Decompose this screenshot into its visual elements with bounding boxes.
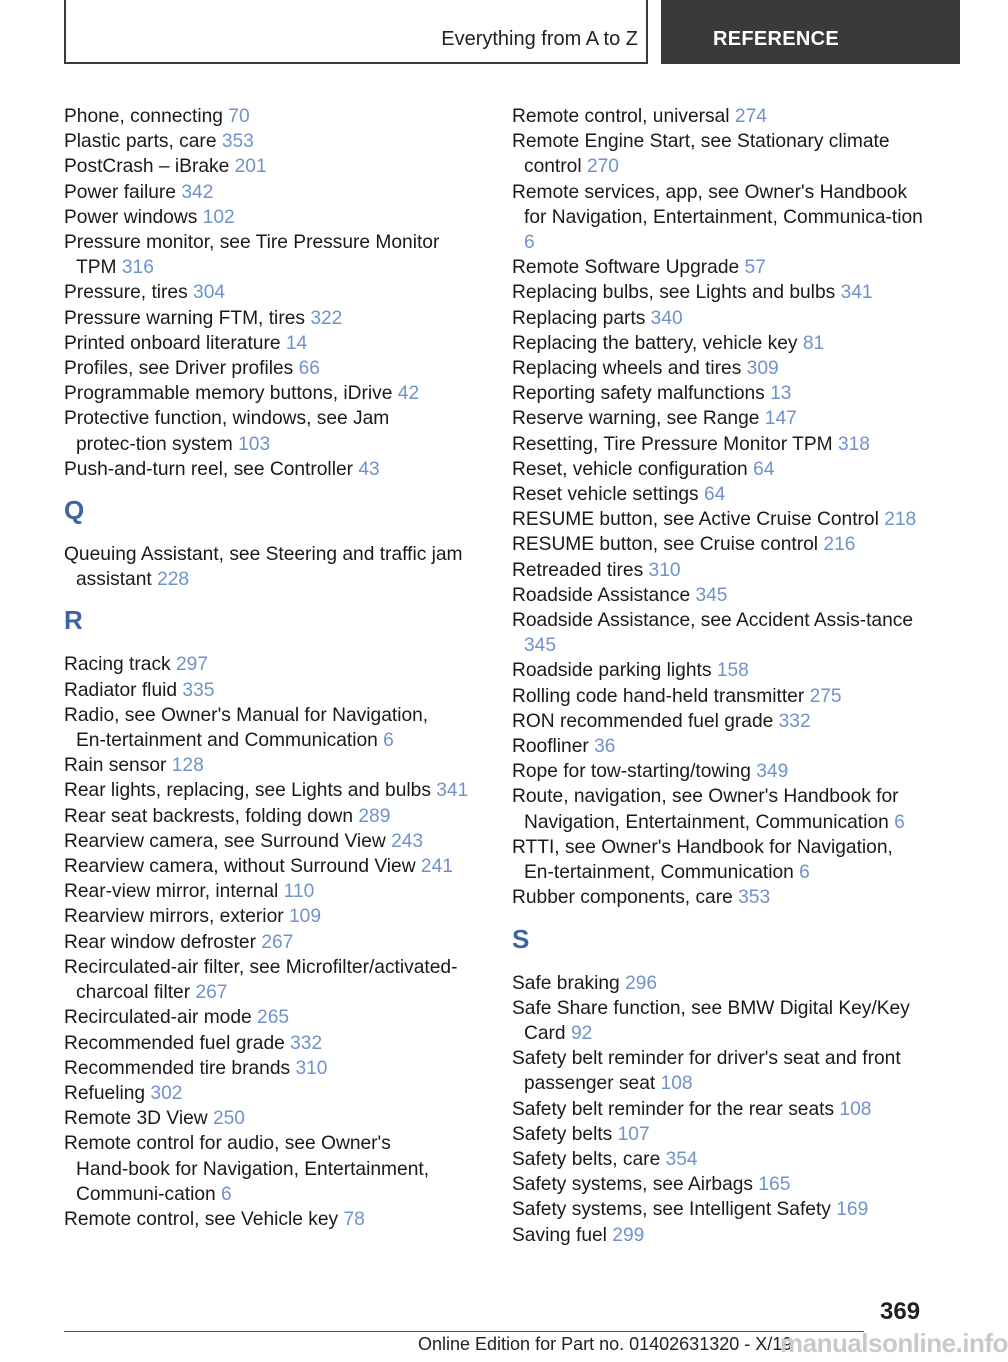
index-entry-text: Replacing the battery, vehicle key — [512, 332, 798, 354]
index-page-link[interactable]: 250 — [212, 1108, 245, 1130]
index-entry — [64, 1131, 474, 1207]
index-entry-text: Power failure — [64, 181, 176, 203]
index-entry-text: Radiator fluid — [64, 679, 178, 701]
index-page-link[interactable]: 299 — [612, 1224, 645, 1246]
index-entry — [64, 457, 474, 482]
index-section-letter: Q — [64, 495, 85, 526]
index-entry-text: Radio, see Owner's Manual for Navigation, En‑tertainment and Communication — [64, 704, 429, 752]
index-page-link[interactable]: 302 — [150, 1082, 183, 1104]
index-page-link[interactable]: 201 — [234, 156, 267, 178]
index-entry — [512, 709, 932, 734]
index-entry-text: Safe Share function, see BMW Digital Key/Key Card — [512, 997, 910, 1044]
index-entry-text: Retreaded tires — [512, 559, 644, 581]
index-entry-text: Pressure, tires — [64, 282, 188, 304]
index-entry-text: Remote Software Upgrade — [512, 257, 740, 279]
index-page-link[interactable]: 297 — [175, 654, 208, 676]
index-page-link[interactable]: 267 — [195, 982, 228, 1004]
index-entry-text: Remote control, see Vehicle key — [64, 1208, 339, 1230]
index-entry — [512, 1223, 932, 1248]
index-entry-text: Rubber components, care — [512, 887, 733, 909]
index-entry — [64, 1106, 474, 1131]
footer-divider — [64, 1331, 864, 1332]
index-page-link[interactable]: 6 — [221, 1183, 232, 1205]
index-page-link[interactable]: 296 — [625, 972, 658, 994]
index-entry — [512, 1147, 932, 1172]
index-page-link[interactable]: 216 — [823, 534, 856, 556]
index-entry-text: Safety systems, see Intelligent Safety — [512, 1199, 831, 1221]
index-page-link[interactable]: 6 — [524, 232, 535, 254]
index-page-link[interactable]: 64 — [703, 484, 726, 506]
index-entry-text: Roofliner — [512, 736, 589, 758]
index-entry — [64, 879, 474, 904]
index-entry — [64, 829, 474, 854]
index-page-link[interactable]: 353 — [738, 887, 771, 909]
index-page-link[interactable]: 6 — [799, 862, 810, 884]
index-entry — [64, 678, 474, 703]
index-entry — [64, 205, 474, 230]
index-page-link[interactable]: 128 — [171, 755, 204, 777]
index-entry — [64, 1081, 474, 1106]
index-entry-text: Route, navigation, see Owner's Handbook for Navigation, Entertainment, Communication — [512, 786, 899, 833]
index-entry-text: RTTI, see Owner's Handbook for Navigation, En‑tertainment, Communication — [512, 836, 893, 884]
index-entry-text: RON recommended fuel grade — [512, 710, 774, 732]
index-entry-text: Safety belts, care — [512, 1148, 661, 1170]
index-entry — [512, 180, 932, 256]
index-entry — [512, 280, 932, 305]
index-page-link[interactable]: 70 — [228, 106, 250, 127]
index-entry — [512, 457, 932, 482]
index-entry — [512, 608, 932, 658]
index-page-link[interactable]: 6 — [383, 730, 394, 752]
index-page-link[interactable]: 92 — [570, 1022, 593, 1044]
index-entry — [512, 381, 932, 406]
index-page-link[interactable]: 310 — [295, 1057, 328, 1079]
index-entry — [512, 885, 932, 910]
index-page-link[interactable]: 107 — [617, 1123, 650, 1145]
index-entry-text: Pressure monitor, see Tire Pressure Monitor TPM — [64, 232, 440, 279]
index-entry-text: RESUME button, see Cruise control — [512, 534, 819, 556]
index-page-link[interactable]: 335 — [182, 679, 215, 701]
index-entry — [512, 759, 932, 784]
index-entry — [64, 180, 474, 205]
index-entry — [512, 684, 932, 709]
index-entry — [64, 930, 474, 955]
index-entry-text: Pressure warning FTM, tires — [64, 307, 305, 329]
index-entry — [64, 804, 474, 829]
index-page-link[interactable]: 354 — [665, 1148, 698, 1170]
index-entry-text: Power windows — [64, 206, 198, 228]
index-column-left — [64, 104, 474, 1232]
index-entry — [64, 854, 474, 879]
index-page-link[interactable]: 108 — [839, 1098, 872, 1120]
index-entry — [512, 432, 932, 457]
index-entry-text: Replacing bulbs, see Lights and bulbs — [512, 282, 836, 304]
index-entry — [512, 104, 932, 129]
index-entry-text: Plastic parts, care — [64, 131, 217, 153]
index-entry — [64, 331, 474, 356]
index-page-link[interactable]: 43 — [358, 458, 380, 480]
index-entry — [64, 230, 474, 280]
index-entry — [64, 703, 474, 753]
index-page-link[interactable]: 6 — [894, 811, 905, 833]
index-page-link[interactable]: 110 — [283, 881, 315, 903]
index-entry-text: Recirculated-air mode — [64, 1007, 252, 1029]
index-page-link[interactable]: 108 — [660, 1073, 693, 1095]
index-page-link[interactable]: 289 — [358, 805, 391, 827]
index-entry — [64, 406, 474, 456]
index-page-link[interactable]: 341 — [436, 780, 469, 802]
index-page-link[interactable]: 36 — [594, 736, 616, 758]
index-page-link[interactable]: 322 — [310, 307, 343, 329]
index-page-link[interactable]: 309 — [746, 358, 779, 380]
index-entry-text: Replacing wheels and tires — [512, 358, 742, 380]
index-entry-text: Roadside Assistance, see Accident Assis‑tance — [512, 610, 914, 632]
index-entry — [512, 507, 932, 532]
index-entry — [64, 1207, 474, 1232]
index-page-link[interactable]: 81 — [802, 332, 825, 354]
index-entry — [512, 532, 932, 557]
index-entry-text: Protective function, windows, see Jam protec‑tion system — [64, 408, 390, 455]
index-page-link[interactable]: 349 — [756, 761, 789, 783]
index-entry-text: Saving fuel — [512, 1224, 607, 1246]
index-page-link[interactable]: 165 — [758, 1174, 791, 1196]
index-entry — [64, 129, 474, 154]
index-entry — [512, 658, 932, 683]
index-entry — [512, 406, 932, 431]
index-entry-text: Printed onboard literature — [64, 332, 281, 354]
index-page-link[interactable]: 332 — [778, 710, 811, 732]
index-entry — [64, 1031, 474, 1056]
index-entry-text: Recommended tire brands — [64, 1057, 291, 1079]
index-section-letter: R — [64, 605, 83, 636]
index-entry — [64, 542, 474, 592]
index-entry-text: Remote control for audio, see Owner's Hand‑book for Navigation, Entertainment, Communi‑cation — [64, 1133, 430, 1205]
index-entry — [512, 1097, 932, 1122]
index-entry — [512, 331, 932, 356]
index-entry-text: Recirculated-air filter, see Microfilter/activated-charcoal filter — [64, 956, 458, 1004]
index-entry — [64, 1005, 474, 1030]
index-page-link[interactable]: 342 — [181, 181, 214, 203]
footer-edition: Online Edition for Part no. 01402631320 - X/19 — [418, 1334, 793, 1354]
index-page-link[interactable]: 147 — [764, 408, 797, 430]
index-entry-text: Rope for tow-starting/towing — [512, 761, 751, 783]
index-entry-text: Refueling — [64, 1082, 146, 1104]
index-entry-text: Rear seat backrests, folding down — [64, 805, 354, 827]
index-entry — [512, 835, 932, 885]
index-entry — [512, 306, 932, 331]
index-entry-text: Safety belt reminder for driver's seat and front passenger seat — [512, 1048, 901, 1095]
index-page-link[interactable]: 14 — [285, 332, 308, 354]
index-entry — [512, 996, 932, 1046]
index-page-link[interactable]: 103 — [238, 433, 271, 455]
index-page-link[interactable]: 274 — [734, 106, 767, 127]
index-page-link[interactable]: 265 — [257, 1007, 290, 1029]
index-entry — [64, 753, 474, 778]
index-entry — [512, 734, 932, 759]
index-entry — [512, 1122, 932, 1147]
index-entry — [64, 955, 474, 1005]
index-page-link[interactable]: 341 — [840, 282, 873, 304]
index-entry-text: Rear lights, replacing, see Lights and bulbs — [64, 780, 431, 802]
index-page-link[interactable]: 158 — [716, 660, 749, 682]
index-page-link[interactable]: 66 — [298, 358, 320, 380]
index-entry-text: Rearview mirrors, exterior — [64, 906, 284, 928]
index-page-link[interactable]: 243 — [391, 830, 424, 852]
index-entry — [512, 784, 932, 834]
index-entry-text: Rearview camera, see Surround View — [64, 830, 386, 852]
index-entry — [64, 652, 474, 677]
index-entry-text: Rear window defroster — [64, 931, 256, 953]
index-entry-text: Rain sensor — [64, 755, 167, 777]
index-entry-text: Safety belt reminder for the rear seats — [512, 1098, 835, 1120]
index-entry — [64, 778, 474, 803]
index-entry — [64, 306, 474, 331]
page-number: 369 — [880, 1298, 921, 1325]
index-entry-text: RESUME button, see Active Cruise Control — [512, 509, 879, 531]
index-entry-text: Safety systems, see Airbags — [512, 1174, 754, 1196]
index-page-link[interactable]: 109 — [288, 906, 321, 928]
index-entry — [512, 971, 932, 996]
index-entry — [64, 1056, 474, 1081]
index-entry-text: Rearview camera, without Surround View — [64, 856, 416, 878]
index-entry-text: Recommended fuel grade — [64, 1032, 285, 1054]
index-entry-text: Racing track — [64, 654, 171, 676]
index-entry-text: Remote control, universal — [512, 106, 730, 127]
index-entry — [64, 280, 474, 305]
index-entry-text: Phone, connecting — [64, 106, 223, 127]
index-page-link[interactable]: 228 — [157, 569, 190, 591]
index-entry — [512, 482, 932, 507]
index-column-right — [512, 104, 932, 1248]
index-entry — [512, 129, 932, 179]
index-page-link[interactable]: 102 — [202, 206, 235, 228]
index-page-link[interactable]: 42 — [397, 383, 420, 405]
index-page-link[interactable]: 345 — [524, 635, 557, 657]
index-entry-text: Safety belts — [512, 1123, 613, 1145]
index-entry-text: Reset, vehicle configuration — [512, 458, 748, 480]
index-entry — [512, 1046, 932, 1096]
header-chapter-tab: REFERENCE — [661, 0, 960, 64]
index-entry-text: Resetting, Tire Pressure Monitor TPM — [512, 433, 833, 455]
index-entry — [512, 583, 932, 608]
index-entry-text: Queuing Assistant, see Steering and traffic jam assistant — [64, 544, 463, 591]
index-section-letter: S — [512, 923, 530, 954]
index-page-link[interactable]: 64 — [753, 458, 775, 480]
index-page-link[interactable]: 275 — [809, 685, 842, 707]
index-entry-text: Push-and-turn reel, see Controller — [64, 458, 354, 480]
index-entry — [512, 356, 932, 381]
index-entry-text: Rear-view mirror, internal — [64, 881, 279, 903]
index-entry — [64, 154, 474, 179]
index-entry-text: Remote services, app, see Owner's Handbook for Navigation, Entertainment, Communica‑tion — [512, 181, 923, 228]
index-entry — [64, 356, 474, 381]
index-page-link[interactable]: 13 — [770, 383, 792, 405]
index-entry-text: Reserve warning, see Range — [512, 408, 760, 430]
index-entry-text: PostCrash – iBrake — [64, 156, 230, 178]
index-page-link[interactable]: 345 — [695, 584, 728, 606]
index-entry — [512, 255, 932, 280]
index-entry-text: Reporting safety malfunctions — [512, 383, 765, 405]
index-page-link[interactable]: 353 — [221, 131, 254, 153]
index-page-link[interactable]: 332 — [290, 1032, 323, 1054]
index-entry-text: Rolling code hand-held transmitter — [512, 685, 805, 707]
index-page-link[interactable]: 270 — [586, 156, 619, 178]
index-entry-text: Remote Engine Start, see Stationary climate control — [512, 131, 890, 178]
index-entry — [512, 558, 932, 583]
index-entry-text: Roadside Assistance — [512, 584, 691, 606]
index-entry-text: Profiles, see Driver profiles — [64, 358, 294, 380]
index-entry — [512, 1172, 932, 1197]
index-page-link[interactable]: 218 — [884, 509, 917, 531]
index-entry-text: Remote 3D View — [64, 1108, 208, 1130]
header-section-title: Everything from A to Z — [441, 28, 638, 50]
index-entry-text: Safe braking — [512, 972, 620, 994]
index-page-link[interactable]: 340 — [650, 307, 683, 329]
index-page-link[interactable]: 304 — [193, 282, 226, 304]
index-entry-text: Programmable memory buttons, iDrive — [64, 383, 393, 405]
index-page-link[interactable]: 310 — [648, 559, 681, 581]
index-entry — [512, 1197, 932, 1222]
index-entry-text: Replacing parts — [512, 307, 646, 329]
index-page-link[interactable]: 241 — [420, 856, 453, 878]
index-entry — [64, 904, 474, 929]
index-page-link[interactable]: 316 — [121, 257, 154, 279]
index-page-link[interactable]: 169 — [836, 1199, 869, 1221]
index-entry — [64, 381, 474, 406]
index-entry-text: Roadside parking lights — [512, 660, 712, 682]
index-entry-text: Reset vehicle settings — [512, 484, 699, 506]
index-page-link[interactable]: 318 — [837, 433, 870, 455]
index-page-link[interactable]: 57 — [744, 257, 766, 279]
index-entry — [64, 104, 474, 129]
index-page-link[interactable]: 78 — [343, 1208, 365, 1230]
watermark-logo: manualsonline.info — [780, 1328, 1008, 1358]
index-page-link[interactable]: 267 — [261, 931, 294, 953]
